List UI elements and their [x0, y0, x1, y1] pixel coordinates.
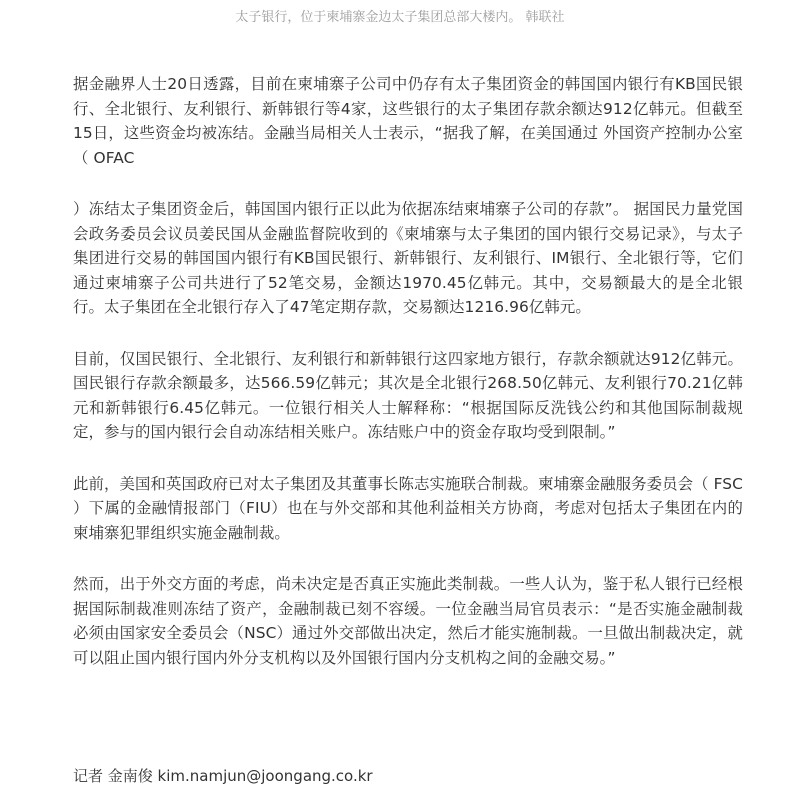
author-byline: 记者 金南俊 kim.namjun@joongang.co.kr — [73, 767, 373, 785]
paragraph-1: 据金融界人士20日透露，目前在柬埔寨子公司中仍存有太子集团资金的韩国国内银行有KB国民银行、全北银行、友利银行、新韩银行等4家，这些银行的太子集团存款余额达912亿韩元。但截至15日，这些资金均被冻结。金融当局相关人士表示，“据我了解，在美国通过 外国资产控制办公室（ OFAC — [73, 75, 743, 167]
paragraph-4: 此前，美国和英国政府已对太子集团及其董事长陈志实施联合制裁。柬埔寨金融服务委员会（ FSC ）下属的金融情报部门（FIU）也在与外交部和其他利益相关方协商，考虑对包括太子集团在内的柬埔寨犯罪组织实施金融制裁。 — [73, 474, 743, 542]
image-caption: 太子银行，位于柬埔寨金边太子集团总部大楼内。 韩联社 — [235, 10, 565, 25]
paragraph-3: 目前，仅国民银行、全北银行、友利银行和新韩银行这四家地方银行，存款余额就达912亿韩元。国民银行存款余额最多，达566.59亿韩元；其次是全北银行268.50亿韩元、友利银行70.21亿韩元和新韩银行6.45亿韩元。一位银行相关人士解释称：“根据国际反洗钱公约和其他国际制裁规定，参与的国内银行会自动冻结相关账户。冻结账户中的资金存取均受到限制。” — [73, 349, 743, 441]
article-body — [73, 72, 743, 697]
paragraph-5: 然而，出于外交方面的考虑，尚未决定是否真正实施此类制裁。一些人认为，鉴于私人银行已经根据国际制裁准则冻结了资产，金融制裁已刻不容缓。一位金融当局官员表示：“是否实施金融制裁必须由国家安全委员会（NSC）通过外交部做出决定，然后才能实施制裁。一旦做出制裁决定，就可以阻止国内银行国内外分支机构以及外国银行国内分支机构之间的金融交易。” — [73, 575, 743, 667]
paragraph-2: ）冻结太子集团资金后，韩国国内银行正以此为依据冻结柬埔寨子公司的存款”。 据国民力量党国会政务委员会议员姜民国从金融监督院收到的《柬埔寨与太子集团的国内银行交易记录》，与太子集团进行交易的韩国国内银行有KB国民银行、新韩银行、友利银行、IM银行、全北银行等，它们通过柬埔寨子公司共进行了52笔交易，金额达1970.45亿韩元。其中，交易额最大的是全北银行。太子集团在全北银行存入了47笔定期存款，交易额达1216.96亿韩元。 — [73, 200, 743, 316]
